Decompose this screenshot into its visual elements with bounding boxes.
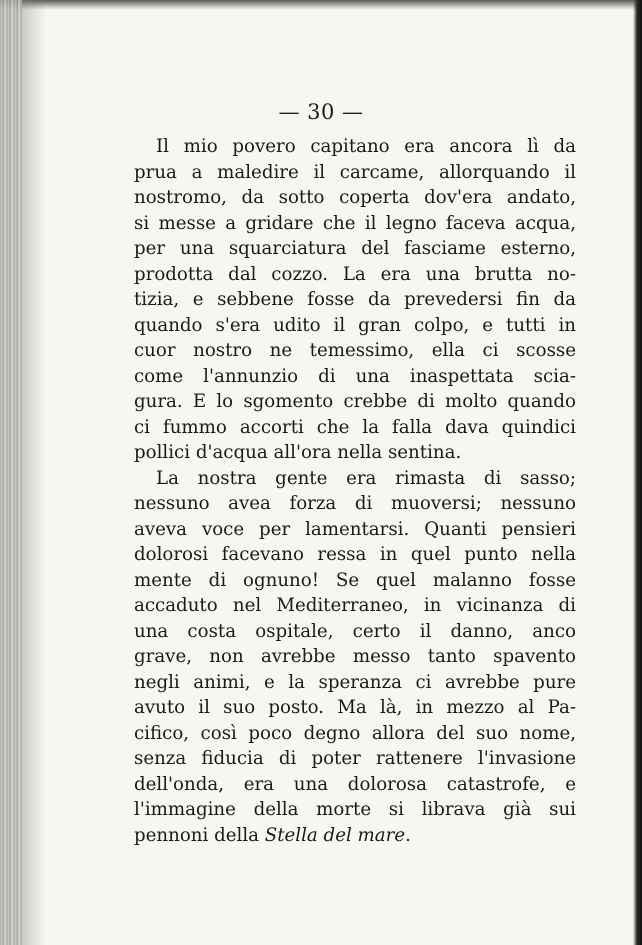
text-line: si messe a gridare che il legno faceva acqua, (134, 212, 576, 234)
text-line: cuor nostro ne temessimo, ella ci scosse (134, 340, 576, 361)
text-line: come l'annunzio di una inaspettata scia- (134, 365, 576, 387)
text-line: prua a maledire il carcame, allorquando il (134, 161, 576, 183)
text-line: negli animi, e la speranza ci avrebbe pure (134, 671, 576, 693)
text-line: grave, non avrebbe messo tanto spavento (134, 646, 576, 667)
paragraph-1 (134, 134, 576, 466)
text-line: cifico, così poco degno allora del suo nome, (134, 722, 576, 744)
text-line: aveva voce per lamentarsi. Quanti pensieri (134, 518, 576, 540)
page-binding-shadow (22, 0, 46, 945)
text-line: dell'onda, era una dolorosa catastrofe, e (134, 773, 576, 795)
text-line: una costa ospitale, certo il danno, anco (134, 620, 576, 642)
text-line: tizia, e sebbene fosse da prevedersi fin da (134, 289, 576, 310)
text-line: l'immagine della morte si librava già sui (134, 799, 576, 820)
text-line: senza fiducia di poter rattenere l'invasione (134, 748, 576, 769)
text-line: avuto il suo posto. Ma là, in mezzo al Pa- (134, 697, 576, 718)
page-body (134, 134, 576, 848)
paragraph-2 (134, 466, 576, 849)
text-line: gura. E lo sgomento crebbe di molto quando (134, 391, 576, 412)
text-line-final (134, 823, 576, 849)
text-line: dolorosi facevano ressa in quel punto nella (134, 544, 576, 565)
text-line: pollici d'acqua all'ora nella sentina. (134, 442, 462, 463)
text-line: prodotta dal cozzo. La era una brutta no- (134, 263, 576, 285)
text-line: La nostra gente era rimasta di sasso; (156, 467, 576, 489)
page-number: — 30 — (278, 100, 364, 124)
text-line-suffix: . (405, 824, 411, 846)
text-line: mente di ognuno! Se quel malanno fosse (134, 569, 576, 591)
text-line: Il mio povero capitano era ancora lì da (156, 136, 576, 157)
text-line: per una squarciatura del fasciame esterno, (134, 238, 576, 259)
text-line: accaduto nel Mediterraneo, in vicinanza di (134, 595, 576, 616)
text-line: ci fummo accorti che la falla dava quindici (134, 416, 576, 438)
text-line: nessuno avea forza di muoversi; nessuno (134, 493, 576, 514)
page-binding-edge (0, 0, 22, 945)
text-line: nostromo, da sotto coperta dov'era andato, (134, 187, 576, 208)
ship-name: Stella del mare (264, 824, 406, 846)
text-line: quando s'era udito il gran colpo, e tutti in (134, 314, 576, 336)
text-line-prefix: pennoni della (134, 824, 265, 846)
page-top-edge (0, 0, 642, 10)
page-right-edge (633, 0, 642, 945)
